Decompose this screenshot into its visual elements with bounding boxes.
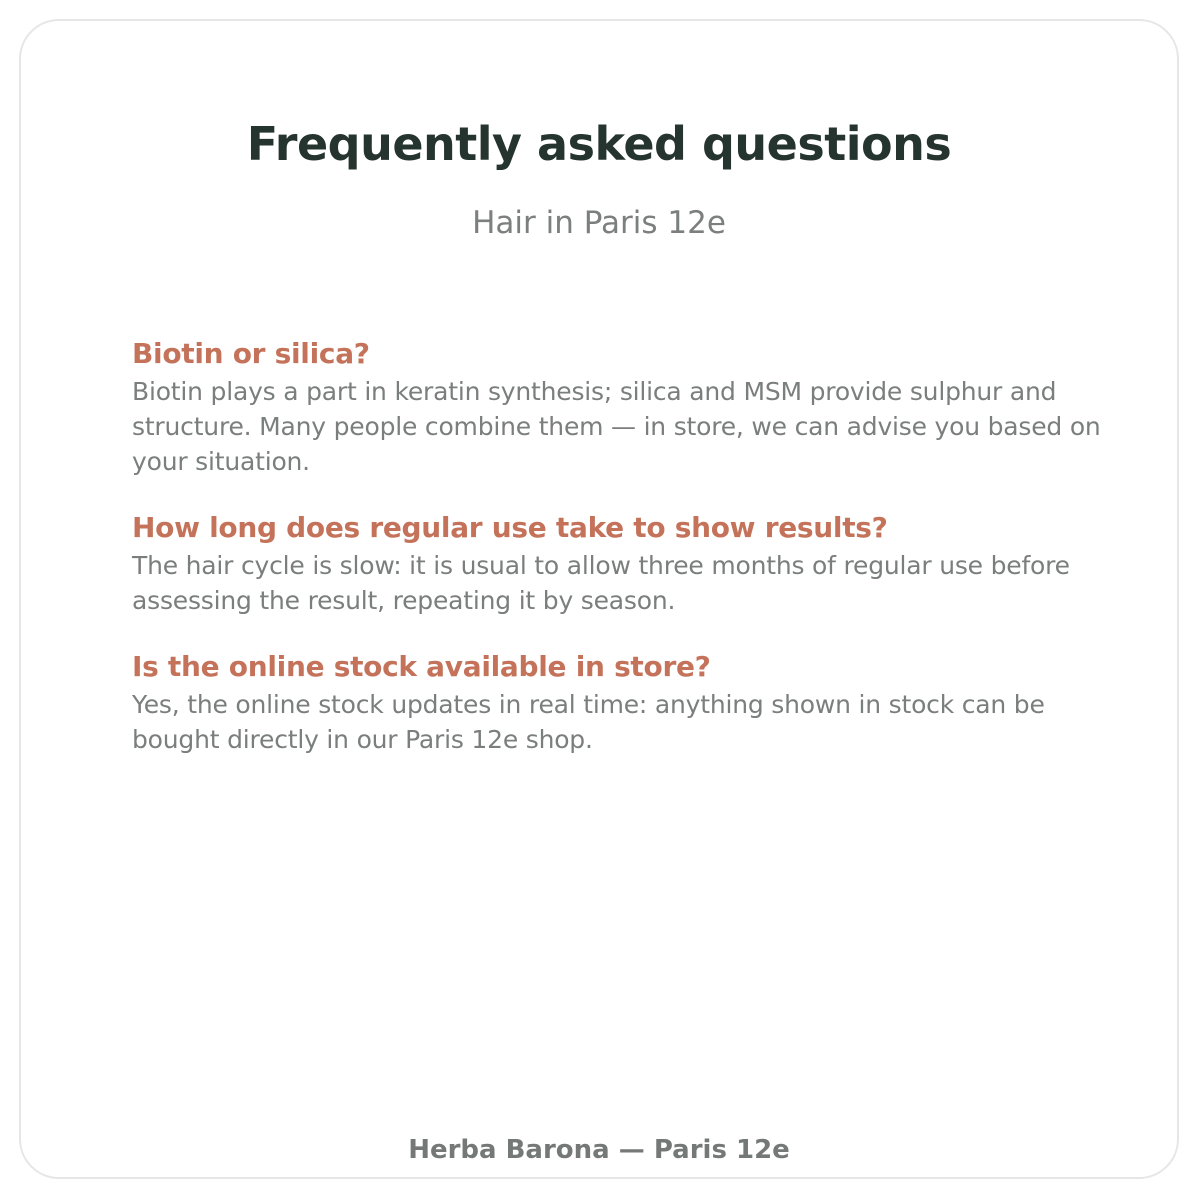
faq-answer: The hair cycle is slow: it is usual to allow three months of regular use before assessing the result, repeating it by season. xyxy=(132,551,1070,615)
faq-question: Biotin or silica? xyxy=(132,337,370,370)
faq-question: Is the online stock available in store? xyxy=(132,650,711,683)
faq-answer: Yes, the online stock updates in real time: anything shown in stock can be bought directly in our Paris 12e shop. xyxy=(132,690,1045,754)
faq-item xyxy=(132,335,1112,479)
faq-card xyxy=(19,19,1179,1179)
faq-item xyxy=(132,648,1112,757)
faq-question: How long does regular use take to show results? xyxy=(132,511,888,544)
faq-item xyxy=(132,509,1112,618)
faq-list xyxy=(132,335,1112,787)
page-title: Frequently asked questions xyxy=(246,117,952,171)
page-subtitle: Hair in Paris 12e xyxy=(472,205,726,241)
faq-answer: Biotin plays a part in keratin synthesis; silica and MSM provide sulphur and structure. Many people combine them — in store, we can advise you based on your situation. xyxy=(132,377,1101,476)
footer-brand: Herba Barona — Paris 12e xyxy=(408,1135,790,1165)
